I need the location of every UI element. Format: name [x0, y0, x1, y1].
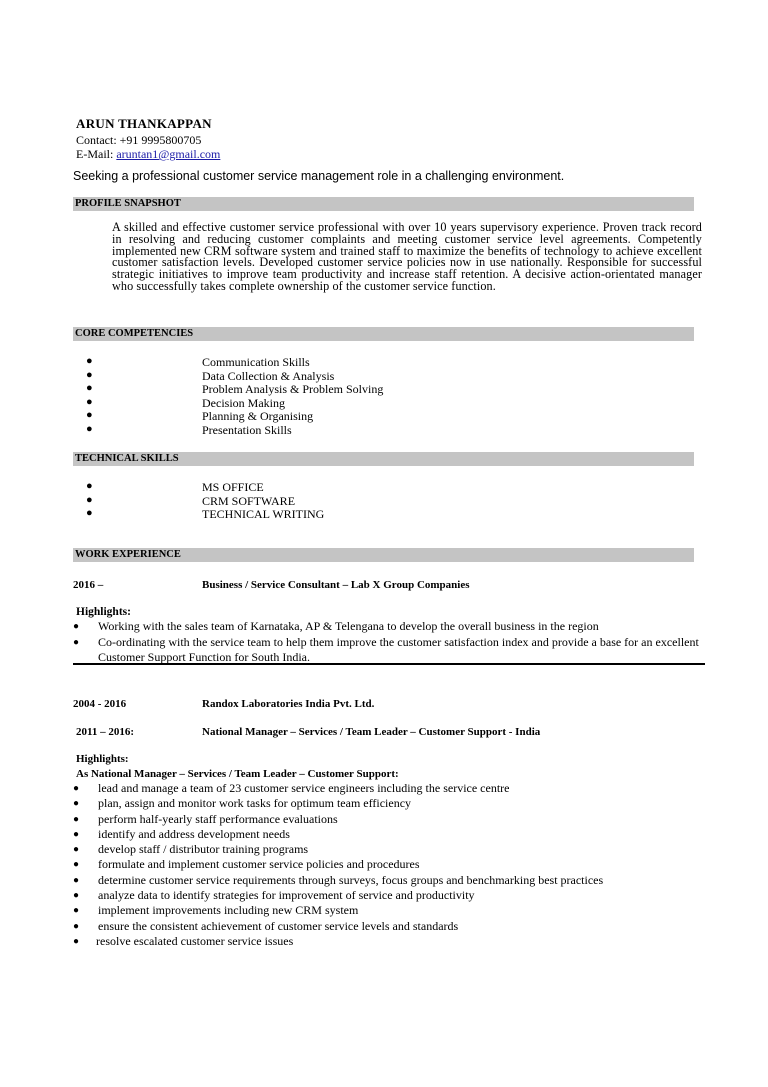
- section-title-profile: PROFILE SNAPSHOT: [75, 198, 181, 209]
- contact-phone: Contact: +91 9995800705: [76, 133, 202, 147]
- list-item: ● Working with the sales team of Karnataka, AP & Telengana to develop the overall business in the region: [73, 619, 599, 633]
- job2-sub-role: National Manager – Services / Team Leader – Customer Support - India: [202, 726, 541, 738]
- list-item: ● MS OFFICE: [86, 480, 264, 494]
- bullet-icon: ●: [73, 905, 80, 917]
- bullet-icon: ●: [73, 636, 80, 648]
- objective-statement: Seeking a professional customer service management role in a challenging environment.: [73, 169, 565, 183]
- bullet-icon: ●: [86, 409, 93, 421]
- list-item: ● lead and manage a team of 23 customer service engineers including the service centre: [73, 781, 510, 795]
- job2-highlights: [73, 781, 713, 949]
- job2-highlights-header: [76, 752, 399, 781]
- section-title-technical: TECHNICAL SKILLS: [75, 453, 179, 464]
- bullet-icon: ●: [73, 935, 80, 947]
- bullet-icon: ●: [73, 890, 80, 902]
- bullet-icon: ●: [73, 813, 80, 825]
- list-item: ● Co-ordinating with the service team to help them improve the customer satisfaction index and provide a base for an excellent Customer Support Function for South India.: [73, 634, 699, 664]
- section-title-work: WORK EXPERIENCE: [75, 549, 181, 560]
- list-item: ● resolve escalated customer service issues: [73, 933, 294, 948]
- profile-summary: A skilled and effective customer service professional with over 10 years supervisory experience. Proven track record in resolving and reducing customer complaints and meeting customer service level agreements. Competently implemented new CRM software system and trained staff to maximize the benefits of technology to achieve excellent customer satisfaction levels. Developed customer service policies now in use nationally. Responsible for successful strategic initiatives to improve team productivity and increase staff retention. A decisive action-orientated manager who successfully takes complete ownership of the customer service function.: [112, 220, 702, 293]
- candidate-name: ARUN THANKAPPAN: [76, 116, 212, 131]
- divider: [73, 663, 705, 665]
- email-link[interactable]: aruntan1@gmail.com: [116, 147, 221, 161]
- job1-period: 2016 –: [73, 579, 104, 591]
- job2-period: 2004 - 2016: [73, 698, 127, 710]
- bullet-icon: ●: [86, 355, 93, 367]
- job1-role: Business / Service Consultant – Lab X Group Companies: [202, 579, 470, 591]
- list-item: ● develop staff / distributor training programs: [73, 842, 309, 857]
- list-item: ● Data Collection & Analysis: [86, 368, 335, 383]
- technical-list: [86, 480, 586, 521]
- competencies-list: [86, 355, 586, 436]
- contact-email-row: [76, 147, 220, 161]
- list-item: ● formulate and implement customer service policies and procedures: [73, 857, 420, 872]
- list-item: ● CRM SOFTWARE: [86, 493, 296, 508]
- job2-role-label: As National Manager – Services / Team Leader – Customer Support:: [76, 767, 399, 780]
- bullet-icon: ●: [86, 507, 93, 519]
- list-item: ● Communication Skills: [86, 355, 310, 369]
- bullet-icon: ●: [86, 422, 93, 435]
- list-item: ● implement improvements including new CRM system: [73, 903, 359, 918]
- bullet-icon: ●: [73, 828, 80, 840]
- job2-sub-period: 2011 – 2016:: [76, 726, 135, 738]
- bullet-icon: ●: [73, 874, 80, 886]
- list-item: ● Decision Making: [86, 395, 285, 410]
- bullet-icon: ●: [73, 920, 80, 932]
- bullet-icon: ●: [73, 844, 80, 856]
- list-item: ● TECHNICAL WRITING: [86, 507, 325, 521]
- list-item: ● determine customer service requirements through surveys, focus groups and benchmarking best practices: [73, 872, 604, 887]
- bullet-icon: ●: [86, 368, 93, 381]
- bullet-icon: ●: [73, 621, 80, 632]
- list-item: ● Problem Analysis & Problem Solving: [86, 382, 384, 396]
- email-label: E-Mail:: [76, 147, 117, 161]
- list-item: ● identify and address development needs: [73, 826, 290, 841]
- job2-company: Randox Laboratories India Pvt. Ltd.: [202, 698, 375, 710]
- contact-block: [76, 133, 220, 161]
- list-item: ● Presentation Skills: [86, 422, 292, 437]
- bullet-icon: ●: [86, 480, 93, 492]
- bullet-icon: ●: [86, 395, 93, 408]
- bullet-icon: ●: [73, 783, 80, 794]
- list-item: ● plan, assign and monitor work tasks for optimum team efficiency: [73, 796, 412, 811]
- list-item: ● perform half-yearly staff performance evaluations: [73, 811, 338, 826]
- list-item: ● ensure the consistent achievement of customer service levels and standards: [73, 918, 459, 933]
- bullet-icon: ●: [73, 859, 80, 871]
- section-bar-technical: [73, 452, 694, 466]
- section-title-competencies: CORE COMPETENCIES: [75, 328, 194, 339]
- section-bar-work: [73, 548, 694, 562]
- job2-highlights-label: Highlights:: [76, 753, 129, 765]
- bullet-icon: ●: [86, 493, 93, 506]
- bullet-icon: ●: [73, 798, 80, 810]
- section-bar-competencies: [73, 327, 694, 341]
- section-bar-profile: [73, 197, 694, 211]
- bullet-icon: ●: [86, 382, 93, 394]
- list-item: ● analyze data to identify strategies for improvement of service and productivity: [73, 888, 475, 903]
- job1-highlights-label: Highlights:: [76, 606, 131, 618]
- job1-highlights: [73, 619, 713, 666]
- list-item: ● Planning & Organising: [86, 409, 314, 423]
